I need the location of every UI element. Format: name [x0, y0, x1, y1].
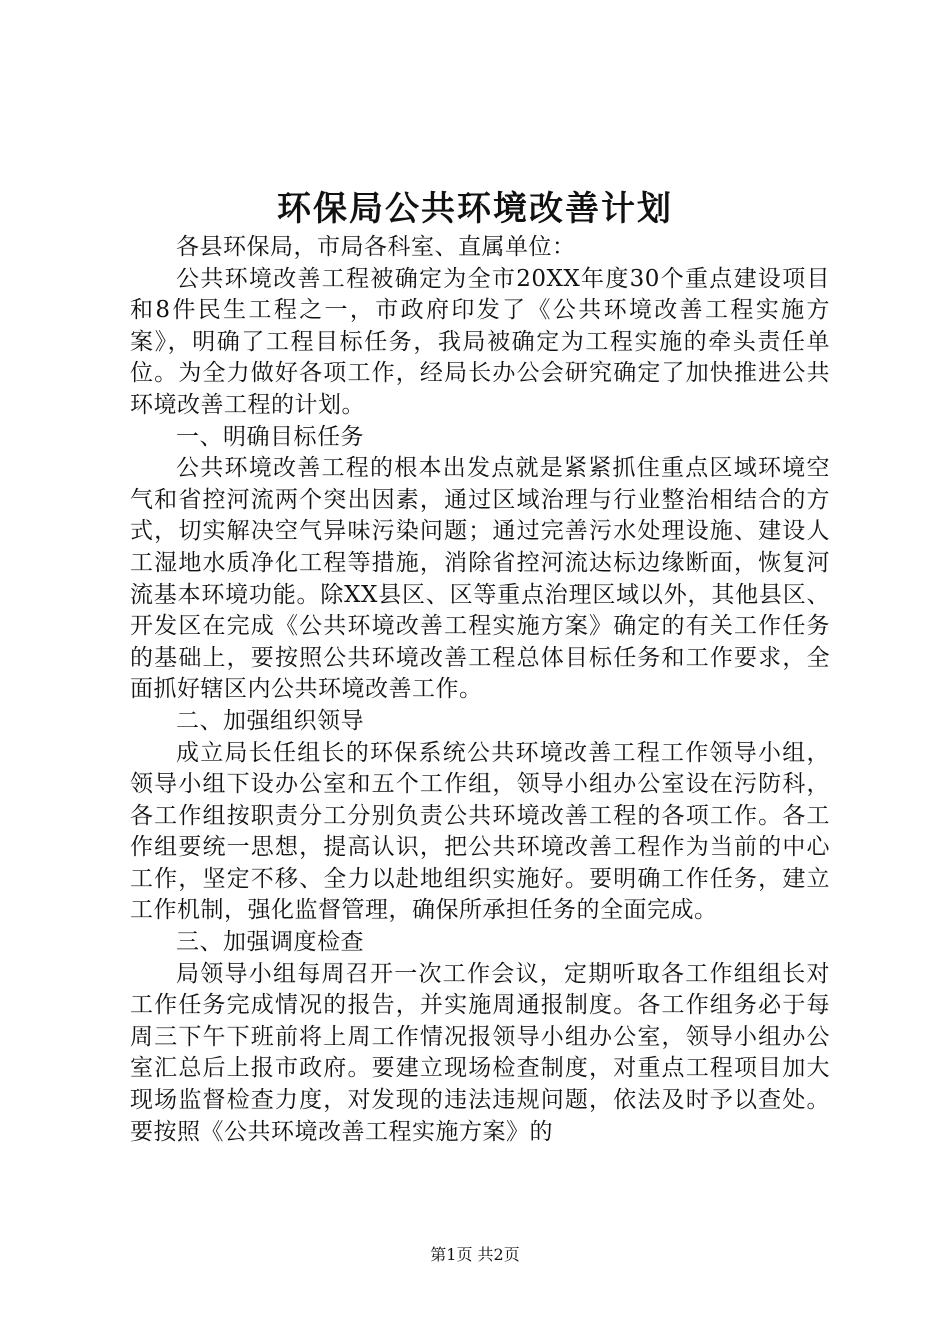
section-heading-1: 一、明确目标任务 [176, 423, 364, 450]
document-title: 环保局公共环境改善计划 [277, 189, 673, 229]
section-paragraph-1: 公共环境改善工程的根本出发点就是紧紧抓住重点区域环境空气和省控河流两个突出因素，通过区域治理与行业整治相结合的方式，切实解决空气异味污染问题；通过完善污水处理设施、建设人工湿地水质净化工程等措施，消除省控河流达标边缘断面，恢复河流基本环境功能。除XX县区、区等重点治理区域以外，其他县区、开发区在完成《公共环境改善工程实施方案》确定的有关工作任务的基础上，要按照公共环境改善工程总体目标任务和工作要求，全面抓好辖区内公共环境改善工作。 [130, 455, 830, 703]
section-paragraph-3: 局领导小组每周召开一次工作会议，定期听取各工作组组长对工作任务完成情况的报告，并实施周通报制度。各工作组务必于每周三下午下班前将上周工作情况报领导小组办公室，领导小组办公室汇总后上报市政府。要建立现场检查制度，对重点工程项目加大现场监督检查力度，对发现的违法违规问题，依法及时予以查处。要按照《公共环境改善工程实施方案》的 [130, 960, 830, 1145]
page-number-footer: 第1页 共2页 [430, 1245, 520, 1264]
section-heading-2: 二、加强组织领导 [176, 707, 364, 734]
document-body [130, 232, 830, 1148]
intro-paragraph: 公共环境改善工程被确定为全市20XX年度30个重点建设项目和8件民生工程之一，市政府印发了《公共环境改善工程实施方案》，明确了工程目标任务，我局被确定为工程实施的牵头责任单位。为全力做好各项工作，经局长办公会研究确定了加快推进公共环境改善工程的计划。 [130, 265, 830, 418]
section-paragraph-2: 成立局长任组长的环保系统公共环境改善工程工作领导小组，领导小组下设办公室和五个工作组，领导小组办公室设在污防科，各工作组按职责分工分别负责公共环境改善工程的各项工作。各工作组要统一思想，提高认识，把公共环境改善工程作为当前的中心工作，坚定不移、全力以赴地组织实施好。要明确工作任务，建立工作机制，强化监督管理，确保所承担任务的全面完成。 [130, 739, 830, 924]
section-heading-3: 三、加强调度检查 [176, 929, 364, 956]
salutation: 各县环保局，市局各科室、直属单位： [176, 234, 576, 260]
